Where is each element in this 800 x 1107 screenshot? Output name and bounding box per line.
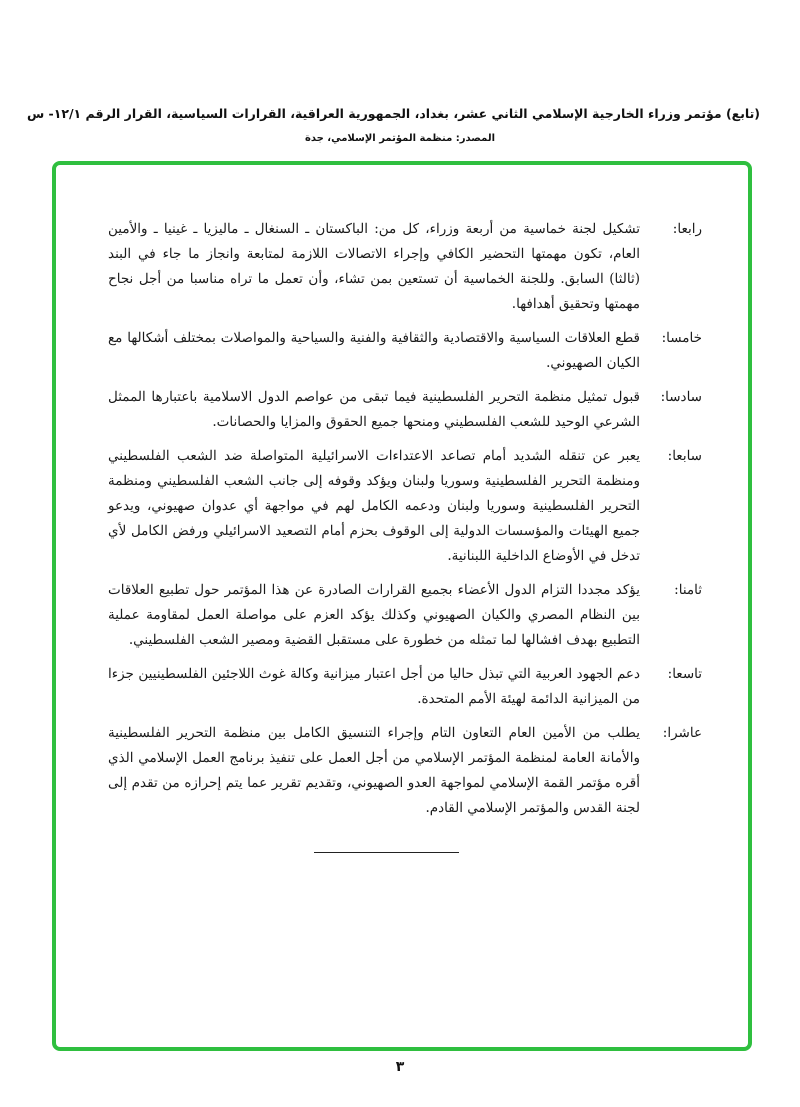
page-number: ٣ bbox=[395, 1059, 405, 1075]
clause-label: خامسا: bbox=[661, 330, 702, 346]
clause-text: قبول تمثيل منظمة التحرير الفلسطينية فيما تبقى من عواصم الدول الاسلامية باعتبارها الممثل الشرعي الوحيد للشعب الفلسطيني ومنحها جميع الحقوق والمزايا والحصانات. bbox=[108, 389, 640, 430]
page-header-source: المصدر: منظمة المؤتمر الإسلامي، جدة bbox=[304, 133, 496, 144]
clause-label: ثامنا: bbox=[674, 582, 702, 598]
clause-text: دعم الجهود العربية التي تبذل حاليا من أجل اعتبار ميزانية وكالة غوث اللاجئين الفلسطينيين جزءا من الميزانية الدائمة لهيئة الأمم المتحدة. bbox=[108, 666, 640, 707]
clause-label: تاسعا: bbox=[667, 666, 702, 682]
clause-label: رابعا: bbox=[672, 221, 702, 237]
clause-text: يطلب من الأمين العام التعاون التام وإجراء التنسيق الكامل بين منظمة التحرير الفلسطينية والأمانة العامة لمنظمة المؤتمر الإسلامي من أجل العمل على تنفيذ برنامج العمل الإسلامي الذي أقره مؤتمر القمة الإسلامي لمواجهة العدو الصهيوني، وتقديم تقرير عما يتم إحرازه من تقدم إلى لجنة القدس والمؤتمر الإسلامي القادم. bbox=[108, 725, 640, 816]
document-body bbox=[108, 217, 702, 830]
clause-text: يؤكد مجددا التزام الدول الأعضاء بجميع القرارات الصادرة عن هذا المؤتمر حول تطبيع العلاقات بين النظام المصري والكيان الصهيوني وكذلك يؤكد العزم على مواصلة العمل لمقاومة عملية التطبيع بهدف افشالها لما تمثله من خطورة على مستقبل القضية ومصير الشعب الفلسطيني. bbox=[108, 582, 640, 648]
clause-6 bbox=[108, 385, 702, 435]
clause-8 bbox=[108, 578, 702, 653]
end-divider bbox=[314, 852, 459, 853]
clause-text: تشكيل لجنة خماسية من أربعة وزراء، كل من: الباكستان ـ السنغال ـ ماليزيا ـ غينيا ـ والأمين العام، تكون مهمتها التحضير الكافي وإجراء الاتصالات اللازمة لمتابعة وانجاز ما جاء في البند (ثالثا) السابق. وللجنة الخماسية أن تستعين بمن تشاء، وأن تعمل ما تراه مناسبا من أجل نجاح مهمتها وتحقيق أهدافها. bbox=[108, 221, 640, 312]
page-header-title: (تابع) مؤتمر وزراء الخارجية الإسلامي الثاني عشر، بغداد، الجمهورية العراقية، القرارات السياسية، القرار الرقم ١٢/١- س bbox=[26, 106, 760, 121]
document-frame bbox=[52, 161, 752, 1051]
clause-label: عاشرا: bbox=[662, 725, 702, 741]
clause-10 bbox=[108, 721, 702, 821]
clause-label: سادسا: bbox=[660, 389, 702, 405]
clause-7 bbox=[108, 444, 702, 569]
clause-4 bbox=[108, 217, 702, 317]
clause-text: يعبر عن تنقله الشديد أمام تصاعد الاعتداءات الاسرائيلية المتواصلة ضد الشعب الفلسطيني ومنظمة التحرير الفلسطينية وسوريا ولبنان ويؤكد وقوفه إلى جانب الشعب الفلسطيني ومنظمة التحرير الفلسطينية وسوريا ولبنان ودعمه الكامل لهم في مواجهة أي عدوان صهيوني، ويدعو جميع الهيئات والمؤسسات الدولية إلى الوقوف بحزم أمام التصعيد الاسرائيلي ورفض الكامل لأي تدخل في الأوضاع الداخلية اللبنانية. bbox=[108, 448, 640, 564]
clause-label: سابعا: bbox=[667, 448, 702, 464]
clause-9 bbox=[108, 662, 702, 712]
clause-5 bbox=[108, 326, 702, 376]
clause-text: قطع العلاقات السياسية والاقتصادية والثقافية والفنية والسياحية والمواصلات بمختلف أشكالها مع الكيان الصهيوني. bbox=[108, 330, 640, 371]
